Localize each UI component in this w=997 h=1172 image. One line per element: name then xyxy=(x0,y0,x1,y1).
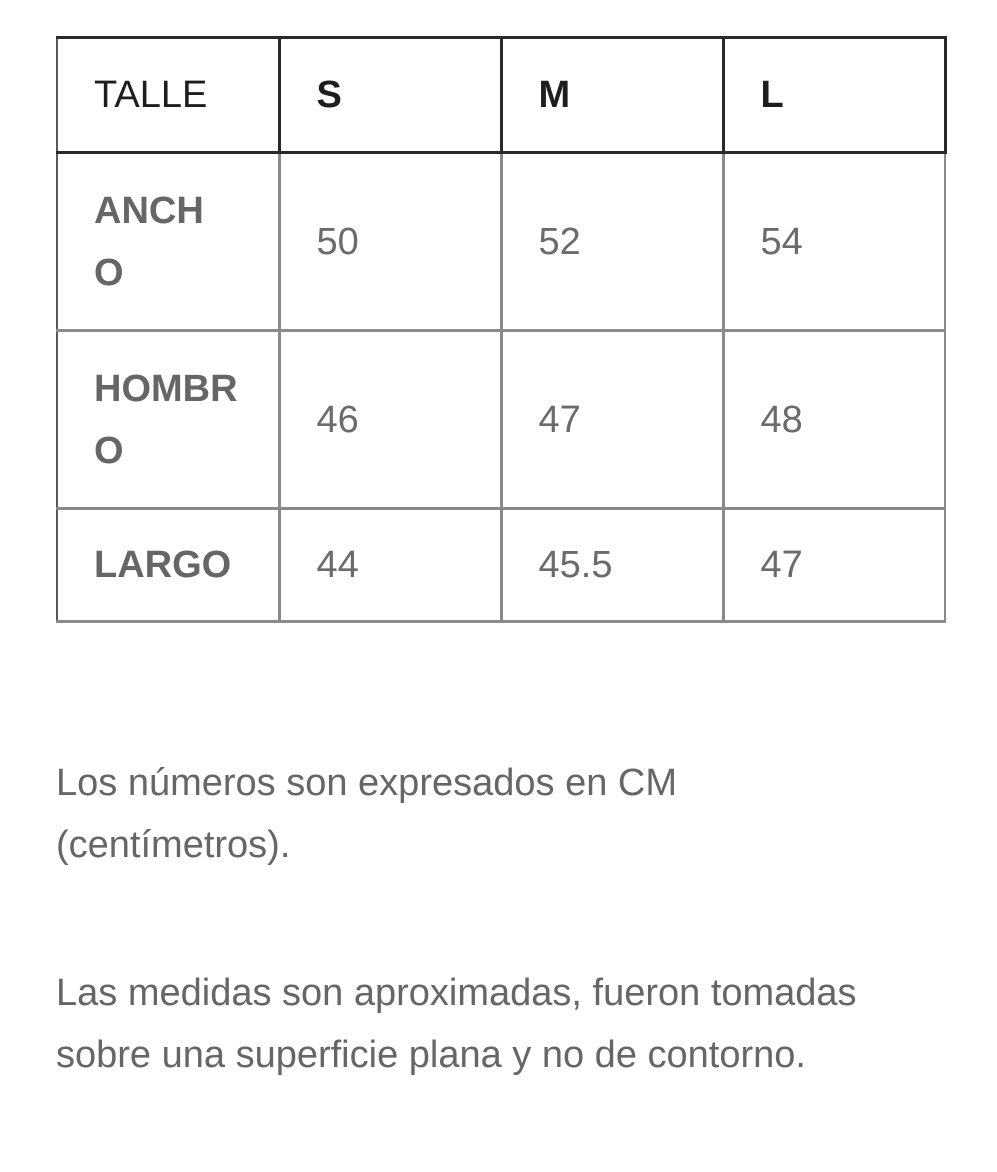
talle-label: TALLE xyxy=(94,74,208,116)
units-note: Los números son expresados en CM (centímetros). xyxy=(56,762,677,866)
value-cell: 52 xyxy=(501,153,723,331)
header-cell-size xyxy=(279,38,501,153)
value-cell: 48 xyxy=(723,331,945,509)
value-cell: 54 xyxy=(723,153,945,331)
table-header-row xyxy=(57,38,945,153)
size-l-label: L xyxy=(760,74,784,116)
value-cell: 50 xyxy=(279,153,501,331)
hombro-label: HOMBRO xyxy=(94,367,238,472)
header-cell-size xyxy=(501,38,723,153)
size-s-label: S xyxy=(316,74,342,116)
value-cell: 47 xyxy=(723,509,945,622)
size-chart-table xyxy=(56,36,947,623)
row-label-cell xyxy=(57,509,279,622)
value-cell: 45.5 xyxy=(501,509,723,622)
measurement-note: Las medidas son aproximadas, fueron tomadas sobre una superficie plana y no de contorno. xyxy=(56,972,857,1076)
largo-label: LARGO xyxy=(94,544,232,586)
table-row xyxy=(57,331,945,509)
header-cell-size xyxy=(723,38,945,153)
table-row xyxy=(57,153,945,331)
header-cell-talle xyxy=(57,38,279,153)
row-label-cell xyxy=(57,331,279,509)
value-cell: 44 xyxy=(279,509,501,622)
table-row xyxy=(57,509,945,622)
value-cell: 47 xyxy=(501,331,723,509)
size-m-label: M xyxy=(538,74,571,116)
ancho-label: ANCHO xyxy=(94,189,204,294)
value-cell: 46 xyxy=(279,331,501,509)
row-label-cell xyxy=(57,153,279,331)
